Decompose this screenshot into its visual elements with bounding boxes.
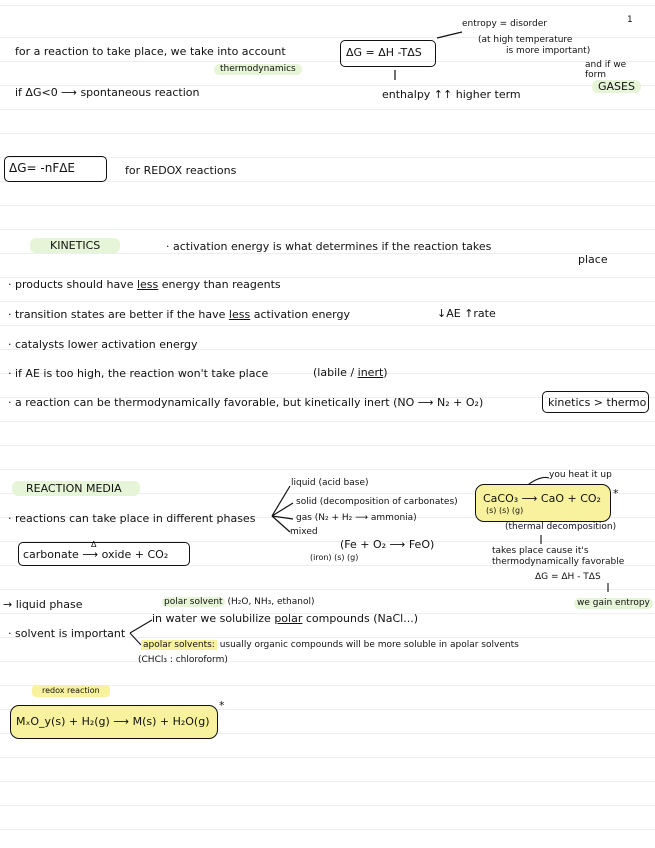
- mixed-equation: (Fe + O₂ ⟶ FeO): [340, 538, 435, 551]
- favorable-1: takes place cause it's: [492, 546, 589, 556]
- brace-solid: [272, 503, 293, 516]
- we-gain-entropy: we gain entropy: [574, 598, 653, 609]
- in-water-line: in water we solubilize polar compounds (NaCl...): [152, 612, 418, 625]
- solvent-important: · solvent is important: [8, 627, 126, 640]
- activation-line-1: · activation energy is what determines if the reaction takes: [166, 240, 492, 253]
- carbonate-delta: Δ: [91, 540, 97, 549]
- products-line: · products should have less energy than reagents: [8, 278, 281, 291]
- mixed-subscripts: (iron) (s) (g): [310, 553, 359, 562]
- entropy-arrow: [437, 32, 462, 38]
- gibbs-equation: ΔG = ΔH -TΔS: [346, 46, 422, 59]
- spontaneous-text: if ΔG<0 ⟶ spontaneous reaction: [15, 86, 200, 99]
- phase-gas: gas (N₂ + H₂ ⟶ ammonia): [296, 513, 417, 523]
- liquid-phase: → liquid phase: [3, 598, 83, 611]
- transition-line: · transition states are better if the have less activation energy: [8, 308, 351, 321]
- phase-mixed: mixed: [290, 527, 318, 537]
- entropy-note-2: is more important): [506, 46, 591, 56]
- polar-solvent-line: polar solvent (H₂O, NH₃, ethanol): [164, 597, 315, 607]
- caco3-equation: CaCO₃ ⟶ CaO + CO₂: [483, 492, 601, 505]
- brace-in-water: [130, 620, 152, 633]
- phase-solid: solid (decomposition of carbonates): [296, 497, 458, 507]
- phases-line: · reactions can take place in different phases: [8, 512, 256, 525]
- if-we-form-1: and if we: [585, 60, 627, 70]
- redox-label: for REDOX reactions: [125, 164, 237, 177]
- kinetics-heading: KINETICS: [30, 238, 120, 253]
- thermodynamics-highlight: thermodynamics: [214, 64, 302, 75]
- rate-note: ↓AE ↑rate: [437, 307, 496, 320]
- carbonate-equation: carbonate ⟶ oxide + CO₂: [23, 548, 169, 561]
- too-high-line: · if AE is too high, the reaction won't take place: [8, 367, 269, 380]
- apolar-line: apolar solvents: usually organic compounds will be more soluble in apolar solvents: [143, 640, 519, 650]
- redox-star: *: [219, 699, 225, 712]
- entropy-note: entropy = disorder: [462, 19, 547, 29]
- kinetics-thermo-text: kinetics > thermo: [548, 396, 647, 409]
- phase-liquid: liquid (acid base): [291, 478, 369, 488]
- brace-apolar: [130, 633, 141, 645]
- enthalpy-text: enthalpy ↑↑ higher term: [382, 88, 521, 101]
- reaction-media-heading: REACTION MEDIA: [12, 481, 140, 496]
- gases-highlight: GASES: [592, 80, 641, 93]
- caco3-states: (s) (s) (g): [486, 506, 524, 515]
- favorable-2: thermodynamically favorable: [492, 557, 625, 567]
- redox-equation: MₓO_y(s) + H₂(g) ⟶ M(s) + H₂O(g): [16, 715, 210, 728]
- activation-line-2: place: [578, 253, 608, 266]
- redox-gibbs-equation: ΔG= -nFΔE: [9, 161, 76, 175]
- labile-inert: (labile / inert): [313, 366, 388, 379]
- redox-heading: redox reaction: [32, 685, 110, 697]
- brace-liquid: [272, 486, 290, 516]
- favorable-3: ΔG = ΔH - TΔS: [535, 572, 601, 582]
- intro-text: for a reaction to take place, we take into account: [15, 45, 286, 58]
- thermo-favorable-line: · a reaction can be thermodynamically favorable, but kinetically inert (NO ⟶ N₂ + O₂): [8, 396, 484, 409]
- catalysts-line: · catalysts lower activation energy: [8, 338, 198, 351]
- if-we-form-2: form: [585, 70, 606, 80]
- heat-note: you heat it up: [549, 470, 612, 480]
- chloroform-note: (CHCl₃ : chloroform): [138, 655, 228, 665]
- page-number: 1: [627, 15, 633, 25]
- entropy-note-1: (at high temperature: [478, 35, 573, 45]
- caco3-star: *: [613, 487, 619, 500]
- brace-gas: [272, 516, 293, 519]
- thermal-decomposition: (thermal decomposition): [505, 522, 617, 532]
- brace-mixed: [272, 516, 290, 532]
